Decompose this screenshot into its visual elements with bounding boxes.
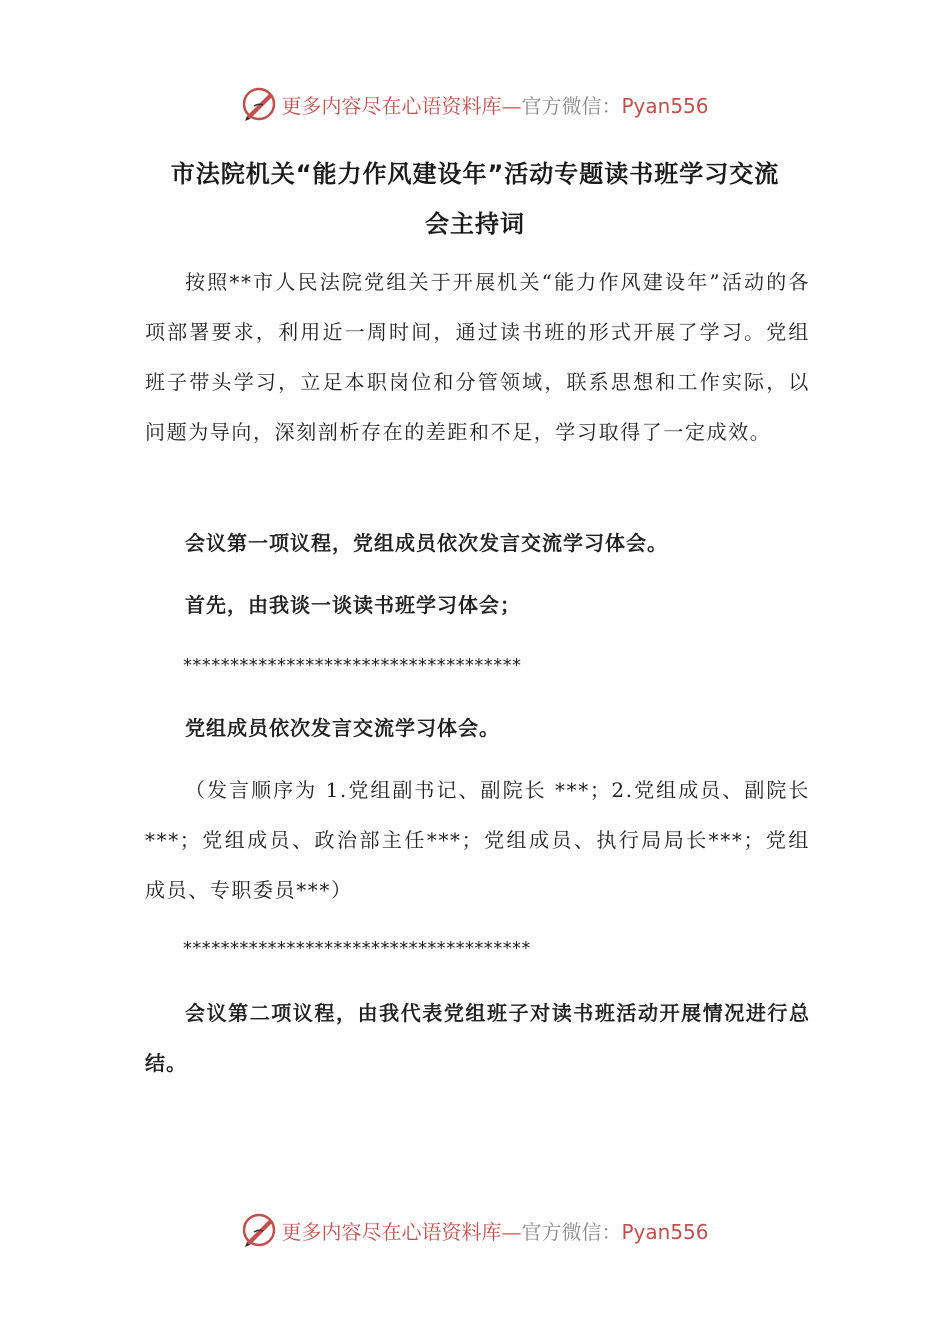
banner-text: [281, 90, 708, 119]
header-banner: [0, 84, 950, 124]
agenda-item-1: 会议第一项议程，党组成员依次发言交流学习体会。: [185, 531, 668, 555]
banner-wechat-id: Pyan556: [621, 93, 709, 118]
footer-banner: [0, 1210, 950, 1250]
pen-logo-icon: [241, 1212, 277, 1248]
banner-text: [281, 1216, 708, 1245]
agenda-item-2: 会议第二项议程，由我代表党组班子对读书班活动开展情况进行总结。: [145, 1001, 810, 1075]
banner-main-text: 更多内容尽在心语资料库: [281, 1219, 502, 1244]
intro-paragraph: 按照**市人民法院党组关于开展机关“能力作风建设年”活动的各项部署要求，利用近一周时间，通过读书班的形式开展了学习。党组班子带头学习，立足本职岗位和分管领域，联系思想和工作实际，以问题为导向，深刻剖析存在的差距和不足，学习取得了一定成效。: [145, 270, 810, 444]
pen-logo-icon: [241, 86, 277, 122]
banner-wechat-id: Pyan556: [621, 1219, 709, 1244]
banner-main-text: 更多内容尽在心语资料库: [281, 93, 502, 118]
banner-wechat-label: 官方微信：: [521, 93, 622, 118]
banner-wechat-label: 官方微信：: [521, 1219, 622, 1244]
separator-stars-2: *************************************: [183, 938, 531, 959]
document-title-line2: 会主持词: [425, 210, 525, 238]
speaking-order-paragraph: （发言顺序为 1.党组副书记、副院长 ***；2.党组成员、副院长***；党组成员、政治部主任***；党组成员、执行局局长***；党组成员、专职委员***）: [145, 778, 810, 902]
banner-dash: —: [501, 93, 522, 118]
separator-stars-1: ************************************: [183, 655, 522, 676]
banner-dash: —: [501, 1219, 522, 1244]
members-speak-line: 党组成员依次发言交流学习体会。: [185, 716, 500, 740]
document-title-line1: 市法院机关“能力作风建设年”活动专题读书班学习交流: [170, 160, 780, 188]
first-speaker-line: 首先，由我谈一谈读书班学习体会；: [185, 593, 521, 617]
